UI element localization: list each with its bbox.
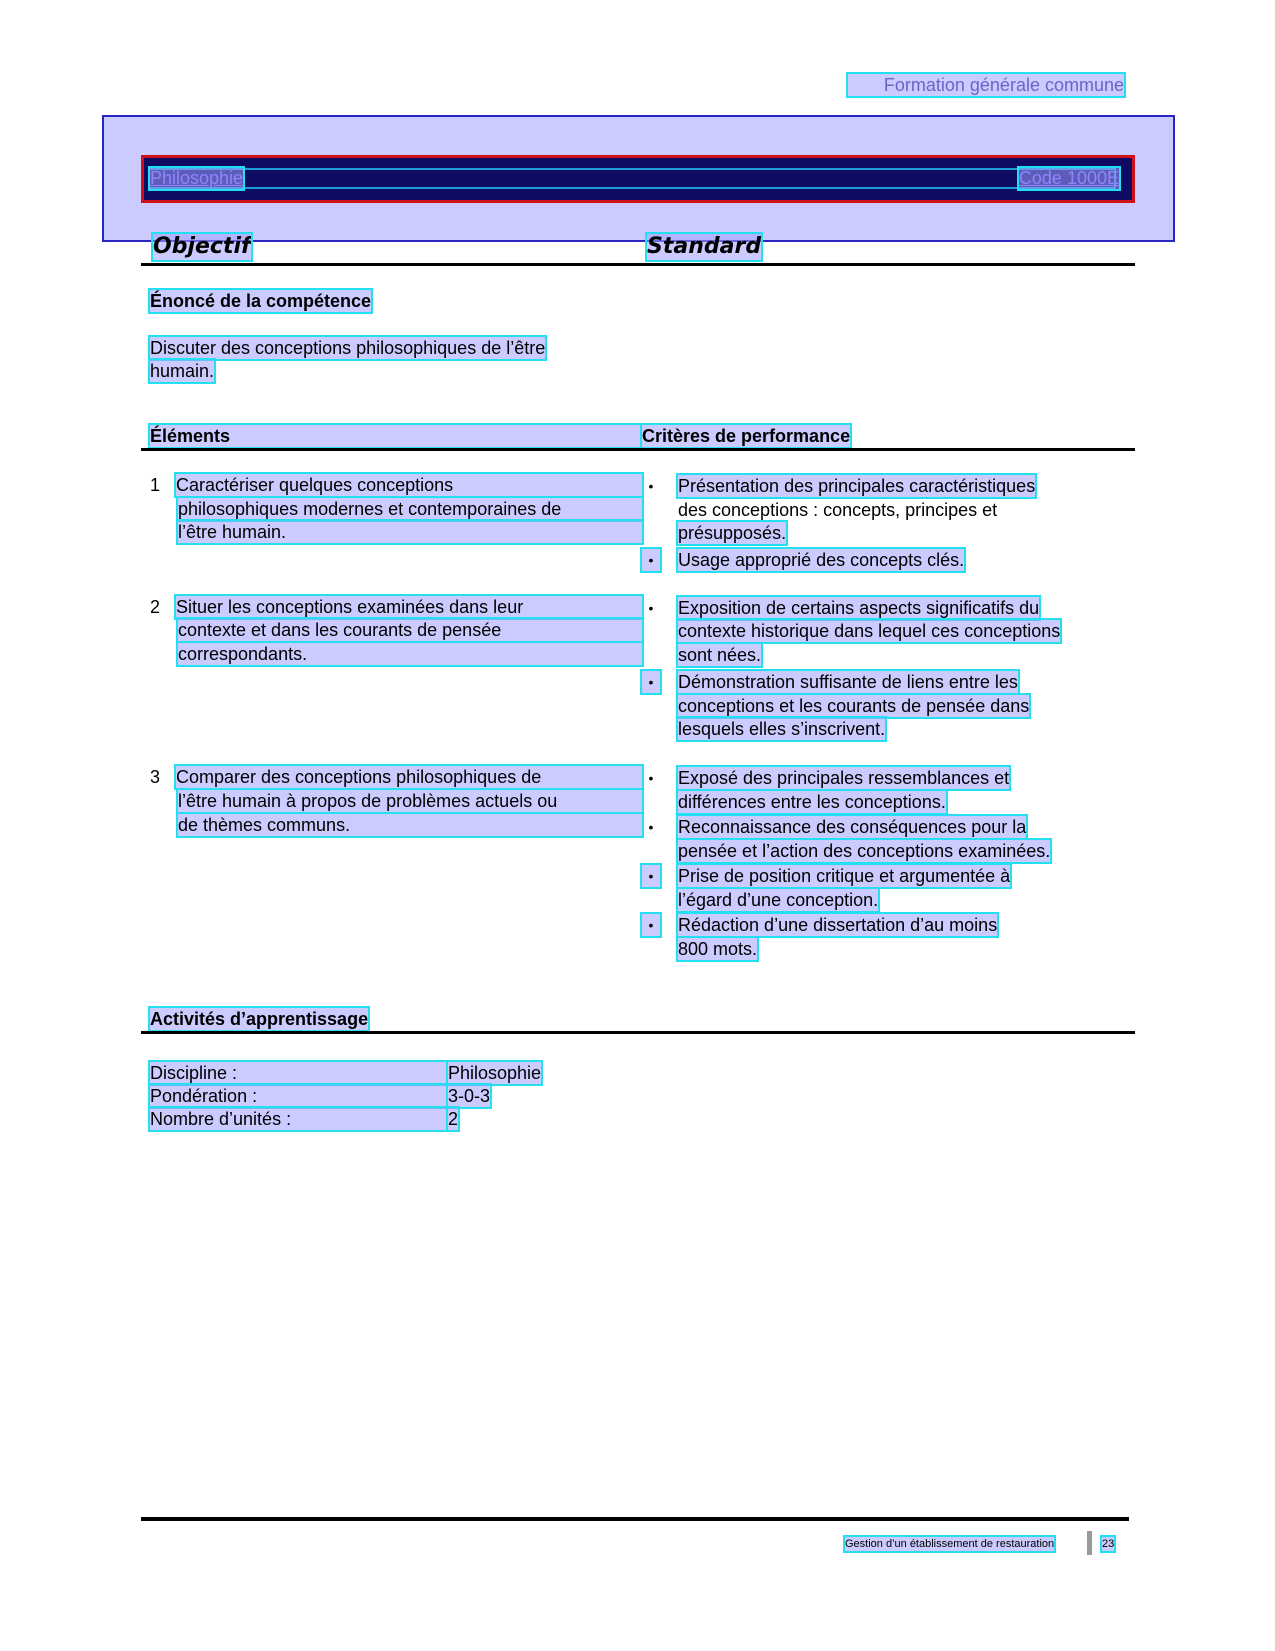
- units-value: 2: [448, 1109, 459, 1129]
- criterion-bullet: •: [642, 914, 660, 936]
- element-line: correspondants.: [178, 643, 642, 665]
- element-line: l’être humain à propos de problèmes actuels ou: [178, 790, 642, 812]
- element-number: 2: [150, 597, 161, 617]
- element-line: Caractériser quelques conceptions: [176, 474, 642, 496]
- footer-divider: [141, 1517, 1129, 1521]
- criterion-line: contexte historique dans lequel ces conceptions: [678, 621, 1061, 641]
- criterion-bullet: •: [648, 819, 654, 835]
- criterion-bullet: •: [648, 770, 654, 786]
- criterion-line: Rédaction d’une dissertation d’au moins: [678, 915, 998, 935]
- competence-heading: Énoncé de la compétence: [150, 291, 372, 311]
- criterion-bullet: •: [642, 549, 660, 571]
- footer-program-name: Gestion d’un établissement de restauration: [845, 1538, 1055, 1550]
- program-header: Formation générale commune: [848, 74, 1124, 96]
- footer-separator: [1087, 1531, 1092, 1555]
- criterion-line: lesquels elles s’inscrivent.: [678, 719, 886, 739]
- criterion-line: 800 mots.: [678, 939, 758, 959]
- criterion-line: Usage approprié des concepts clés.: [678, 550, 965, 570]
- weighting-value: 3-0-3: [448, 1086, 491, 1106]
- element-line: de thèmes communs.: [178, 814, 642, 836]
- criterion-line: l’égard d’une conception.: [678, 890, 879, 910]
- criterion-bullet: •: [642, 671, 660, 693]
- elements-heading: Éléments: [150, 425, 640, 447]
- course-title-frame: [148, 168, 1116, 189]
- element-line: Situer les conceptions examinées dans leur: [176, 596, 642, 618]
- standard-heading: Standard: [647, 234, 762, 259]
- discipline-label: Discipline :: [150, 1062, 446, 1084]
- element-line: l’être humain.: [178, 521, 642, 543]
- element-number: 1: [150, 475, 161, 495]
- competence-line: humain.: [150, 361, 215, 381]
- criterion-bullet: •: [648, 600, 654, 616]
- criterion-line: Exposition de certains aspects significatifs du: [678, 598, 1040, 618]
- element-line: Comparer des conceptions philosophiques de: [176, 766, 642, 788]
- element-line: contexte et dans les courants de pensée: [178, 619, 642, 641]
- competence-line: Discuter des conceptions philosophiques de l’être: [150, 338, 546, 358]
- element-line: philosophiques modernes et contemporaines de: [178, 498, 642, 520]
- criterion-line: Reconnaissance des conséquences pour la: [678, 817, 1027, 837]
- criterion-bullet: •: [648, 478, 654, 494]
- criterion-line: conceptions et les courants de pensée dans: [678, 696, 1030, 716]
- units-label: Nombre d’unités :: [150, 1108, 446, 1130]
- heading-divider: [141, 263, 1135, 266]
- section-divider: [141, 448, 1135, 451]
- element-number: 3: [150, 767, 161, 787]
- criterion-line: Exposé des principales ressemblances et: [678, 768, 1010, 788]
- criterion-line: présupposés.: [678, 523, 787, 543]
- course-code-link[interactable]: Code 1000E: [1018, 168, 1119, 188]
- page-number: 23: [1102, 1538, 1115, 1550]
- criterion-line: pensée et l’action des conceptions examinées.: [678, 841, 1051, 861]
- criterion-bullet: •: [642, 865, 660, 887]
- course-title-link[interactable]: Philosophie: [150, 168, 244, 188]
- criterion-line: Présentation des principales caractéristiques: [678, 476, 1036, 496]
- criterion-line: Prise de position critique et argumentée à: [678, 866, 1011, 886]
- criterion-line: sont nées.: [678, 645, 762, 665]
- objective-heading: Objectif: [153, 234, 251, 259]
- criterion-line: Démonstration suffisante de liens entre les: [678, 672, 1018, 692]
- discipline-value: Philosophie: [448, 1063, 542, 1083]
- weighting-label: Pondération :: [150, 1085, 446, 1107]
- activities-divider: [141, 1031, 1135, 1034]
- activities-heading: Activités d’apprentissage: [150, 1009, 369, 1029]
- criterion-line: des conceptions : concepts, principes et: [678, 500, 998, 520]
- criterion-line: différences entre les conceptions.: [678, 792, 946, 812]
- criteria-heading: Critères de performance: [642, 426, 851, 446]
